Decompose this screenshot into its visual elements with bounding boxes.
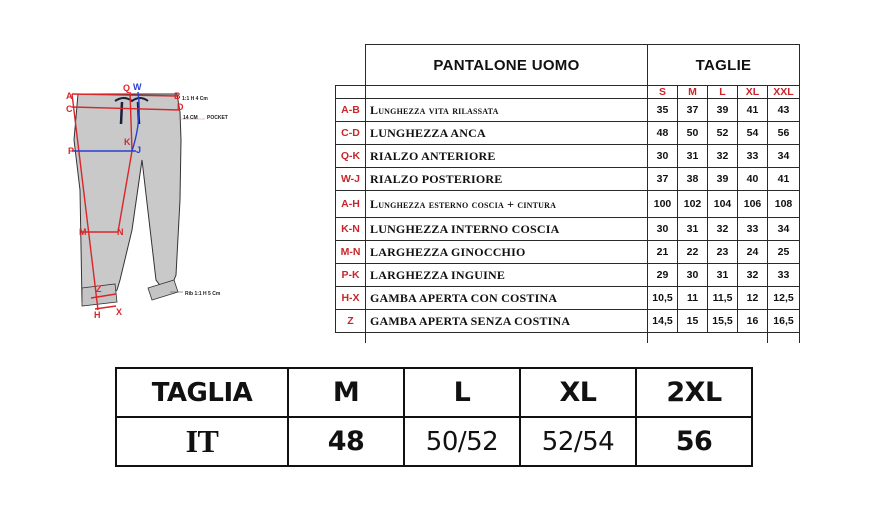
value-xl: 33 (738, 145, 768, 168)
waistband-note: 1:1 H 4 Cm (182, 96, 208, 102)
value-s: 37 (648, 168, 678, 191)
value-s: 14,5 (648, 310, 678, 333)
value-xxl: 25 (768, 241, 800, 264)
value-m: 22 (678, 241, 708, 264)
measure-code: Q-K (336, 145, 366, 168)
table-row (336, 191, 800, 218)
size-xl: XL (520, 368, 636, 417)
value-s: 21 (648, 241, 678, 264)
value-l: 31 (708, 264, 738, 287)
size-labels-row (336, 86, 800, 99)
measurement-table (335, 44, 800, 343)
value-l: 32 (708, 218, 738, 241)
value-l: 23 (708, 241, 738, 264)
value-m: 31 (678, 145, 708, 168)
value-m: 102 (678, 191, 708, 218)
it-value-m: 48 (288, 417, 404, 466)
measure-code: A-H (336, 191, 366, 218)
value-xl: 33 (738, 218, 768, 241)
measure-code: M-N (336, 241, 366, 264)
point-label-w: W (133, 82, 142, 92)
value-xxl: 16,5 (768, 310, 800, 333)
point-label-q: Q (123, 83, 131, 93)
measure-code: Z (336, 310, 366, 333)
measure-label: GAMBA APERTA SENZA COSTINA (366, 310, 648, 333)
table-row (336, 122, 800, 145)
value-xxl: 34 (768, 145, 800, 168)
value-xxl: 108 (768, 191, 800, 218)
value-xl: 12 (738, 287, 768, 310)
value-l: 32 (708, 145, 738, 168)
corner-cell (336, 45, 366, 86)
value-m: 31 (678, 218, 708, 241)
table-tail-row (336, 333, 800, 344)
value-xxl: 33 (768, 264, 800, 287)
product-title: PANTALONE UOMO (366, 45, 648, 86)
table-row (336, 287, 800, 310)
value-xxl: 41 (768, 168, 800, 191)
value-xl: 54 (738, 122, 768, 145)
value-s: 48 (648, 122, 678, 145)
measure-label: LARGHEZZA INGUINE (366, 264, 648, 287)
size-m: M (288, 368, 404, 417)
table-row (336, 310, 800, 333)
point-label-p: P (68, 146, 75, 156)
value-m: 50 (678, 122, 708, 145)
it-value-l: 50/52 (404, 417, 520, 466)
point-label-a: A (66, 91, 73, 101)
table-row (336, 241, 800, 264)
value-m: 38 (678, 168, 708, 191)
point-label-d: D (177, 102, 184, 112)
size-m: M (678, 86, 708, 99)
pocket-label-note: POCKET (207, 115, 228, 121)
value-xl: 40 (738, 168, 768, 191)
table-header-row (336, 45, 800, 86)
it-value-xl: 52/54 (520, 417, 636, 466)
size-2xl: 2XL (636, 368, 752, 417)
value-xxl: 34 (768, 218, 800, 241)
measure-label: Lunghezza esterno coscia + cintura (366, 191, 648, 218)
size-l: L (404, 368, 520, 417)
measure-code: K-N (336, 218, 366, 241)
pants-measurement-diagram (60, 80, 240, 330)
point-label-h: H (94, 310, 101, 320)
point-label-n: N (117, 227, 124, 237)
table-row (336, 99, 800, 122)
size-xxl: XXL (768, 86, 800, 99)
measure-code: H-X (336, 287, 366, 310)
it-label: IT (116, 417, 288, 466)
value-m: 15 (678, 310, 708, 333)
value-l: 104 (708, 191, 738, 218)
point-label-j: J (136, 145, 142, 155)
value-s: 30 (648, 145, 678, 168)
sizes-header: TAGLIE (648, 45, 800, 86)
value-xxl: 12,5 (768, 287, 800, 310)
table-row (336, 264, 800, 287)
point-label-z: Z (96, 284, 102, 294)
measure-code: W-J (336, 168, 366, 191)
size-l: L (708, 86, 738, 99)
pocket-size-note: 14 CM (183, 115, 198, 121)
measure-label: Lunghezza vita rilassata (366, 99, 648, 122)
table-row (336, 218, 800, 241)
value-l: 52 (708, 122, 738, 145)
size-conversion-table (115, 367, 753, 467)
point-label-m: M (79, 227, 87, 237)
point-label-x: X (116, 307, 123, 317)
measure-label: LUNGHEZZA INTERNO COSCIA (366, 218, 648, 241)
measure-label: LARGHEZZA GINOCCHIO (366, 241, 648, 264)
value-s: 35 (648, 99, 678, 122)
value-s: 29 (648, 264, 678, 287)
measure-label: LUNGHEZZA ANCA (366, 122, 648, 145)
table-row (336, 145, 800, 168)
value-xl: 32 (738, 264, 768, 287)
value-s: 10,5 (648, 287, 678, 310)
taglia-label: TAGLIA (116, 368, 288, 417)
it-value-2xl: 56 (636, 417, 752, 466)
value-m: 30 (678, 264, 708, 287)
measure-code: A-B (336, 99, 366, 122)
measure-label: GAMBA APERTA CON COSTINA (366, 287, 648, 310)
rib-note: Rib 1:1 H 5 Cm (185, 291, 221, 297)
measure-label: RIALZO ANTERIORE (366, 145, 648, 168)
value-m: 37 (678, 99, 708, 122)
value-xxl: 43 (768, 99, 800, 122)
value-xl: 41 (738, 99, 768, 122)
measure-label: RIALZO POSTERIORE (366, 168, 648, 191)
measure-code: P-K (336, 264, 366, 287)
conversion-header-row (116, 368, 752, 417)
value-l: 39 (708, 99, 738, 122)
measure-code: C-D (336, 122, 366, 145)
point-label-k: K (124, 137, 131, 147)
value-l: 11,5 (708, 287, 738, 310)
size-xl: XL (738, 86, 768, 99)
value-l: 39 (708, 168, 738, 191)
value-xl: 16 (738, 310, 768, 333)
value-m: 11 (678, 287, 708, 310)
conversion-it-row (116, 417, 752, 466)
value-xxl: 56 (768, 122, 800, 145)
value-s: 100 (648, 191, 678, 218)
size-s: S (648, 86, 678, 99)
value-xl: 24 (738, 241, 768, 264)
point-label-b: B (174, 91, 181, 101)
value-xl: 106 (738, 191, 768, 218)
value-s: 30 (648, 218, 678, 241)
value-l: 15,5 (708, 310, 738, 333)
table-row (336, 168, 800, 191)
point-label-c: C (66, 104, 73, 114)
